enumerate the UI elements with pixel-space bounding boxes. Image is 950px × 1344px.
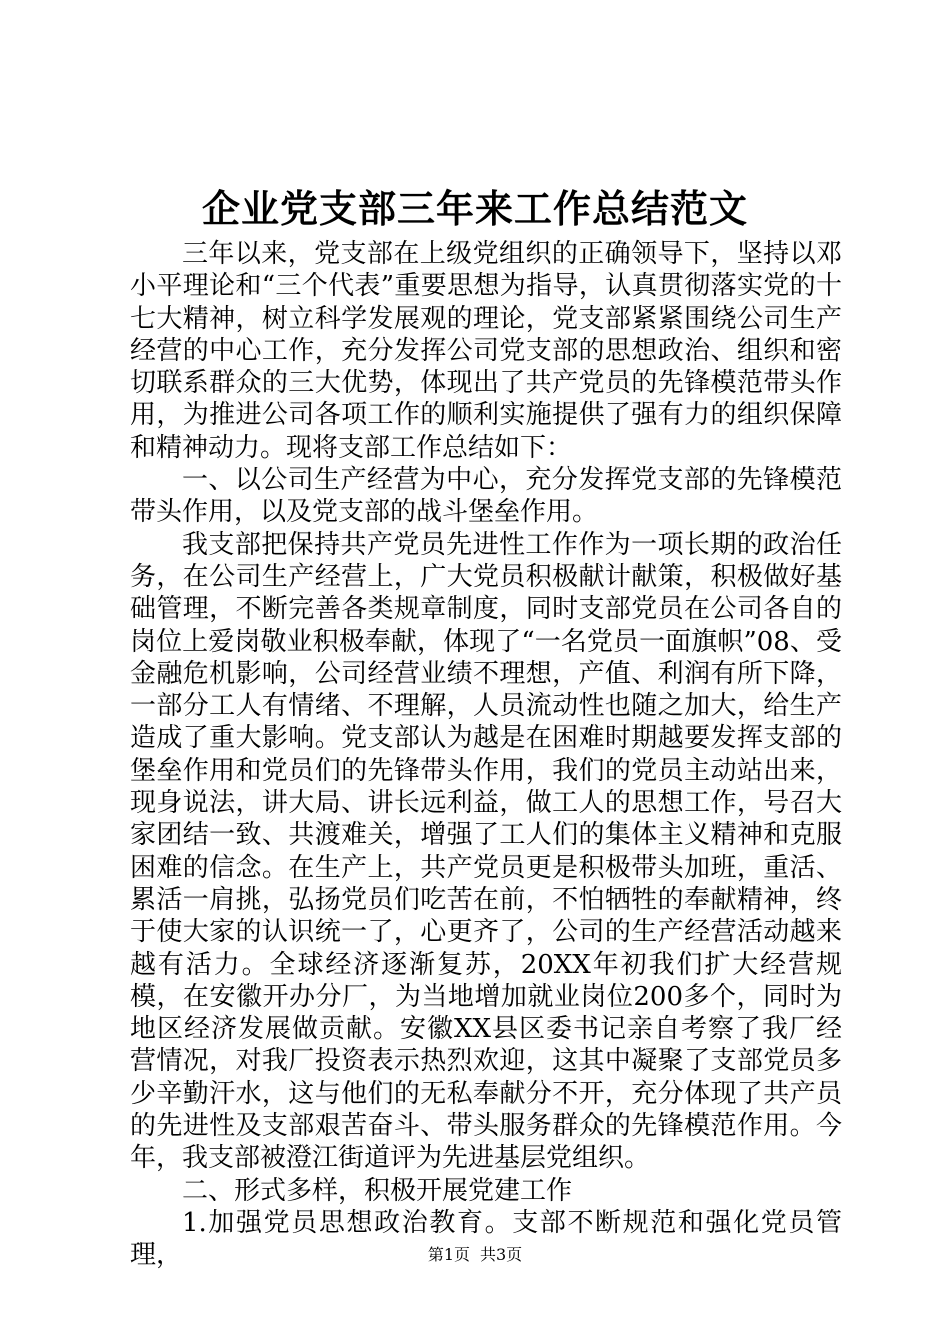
document-title: 企业党支部三年来工作总结范文 bbox=[201, 186, 748, 231]
page-total: 共3页 bbox=[480, 1245, 523, 1264]
page-footer bbox=[0, 1244, 950, 1266]
paragraph-section-two-item-one: 1.加强党员思想政治教育。支部不断规范和强化党员管理， bbox=[130, 1207, 842, 1271]
paragraph-intro: 三年以来，党支部在上级党组织的正确领导下，坚持以邓小平理论和“三个代表”重要思想为指导，认真贯彻落实党的十七大精神，树立科学发展观的理论，党支部紧紧围绕公司生产经营的中心工作，充分发挥公司党支部的思想政治、组织和密切联系群众的三大优势，体现出了共产党员的先锋模范带头作用，为推进公司各项工作的顺利实施提供了强有力的组织保障和精神动力。现将支部工作总结如下： bbox=[130, 239, 842, 463]
page-number: 第1页 bbox=[427, 1245, 470, 1264]
paragraph-heading-one: 一、以公司生产经营为中心，充分发挥党支部的先锋模范带头作用，以及党支部的战斗堡垒作用。 bbox=[130, 465, 842, 528]
document-body bbox=[130, 238, 842, 1272]
paragraph-section-one-body: 我支部把保持共产党员先进性工作作为一项长期的政治任务，在公司生产经营上，广大党员积极献计献策，积极做好基础管理，不断完善各类规章制度，同时支部党员在公司各自的岗位上爱岗敬业积极奉献，体现了“一名党员一面旗帜”08、受金融危机影响，公司经营业绩不理想，产值、利润有所下降，一部分工人有情绪、不理解，人员流动性也随之加大，给生产造成了重大影响。党支部认为越是在困难时期越要发挥支部的堡垒作用和党员们的先锋带头作用，我们的党员主动站出来，现身说法，讲大局、讲长远利益，做工人的思想工作，号召大家团结一致、共渡难关，增强了工人们的集体主义精神和克服困难的信念。在生产上，共产党员更是积极带头加班，重活、累活一肩挑，弘扬党员们吃苦在前，不怕牺牲的奉献精神，终于使大家的认识统一了，心更齐了，公司的生产经营活动越来越有活力。全球经济逐渐复苏，20XX年初我们扩大经营规模，在安徽开办分厂，为当地增加就业岗位200多个，同时为地区经济发展做贡献。安徽XX县区委书记亲自考察了我厂经营情况，对我厂投资表示热烈欢迎，这其中凝聚了支部党员多少辛勤汗水，这与他们的无私奉献分不开，充分体现了共产员的先进性及支部艰苦奋斗、带头服务群众的先锋模范作用。今年，我支部被澄江街道评为先进基层党组织。 bbox=[130, 529, 842, 1174]
paragraph-heading-two: 二、形式多样，积极开展党建工作 bbox=[182, 1175, 573, 1206]
